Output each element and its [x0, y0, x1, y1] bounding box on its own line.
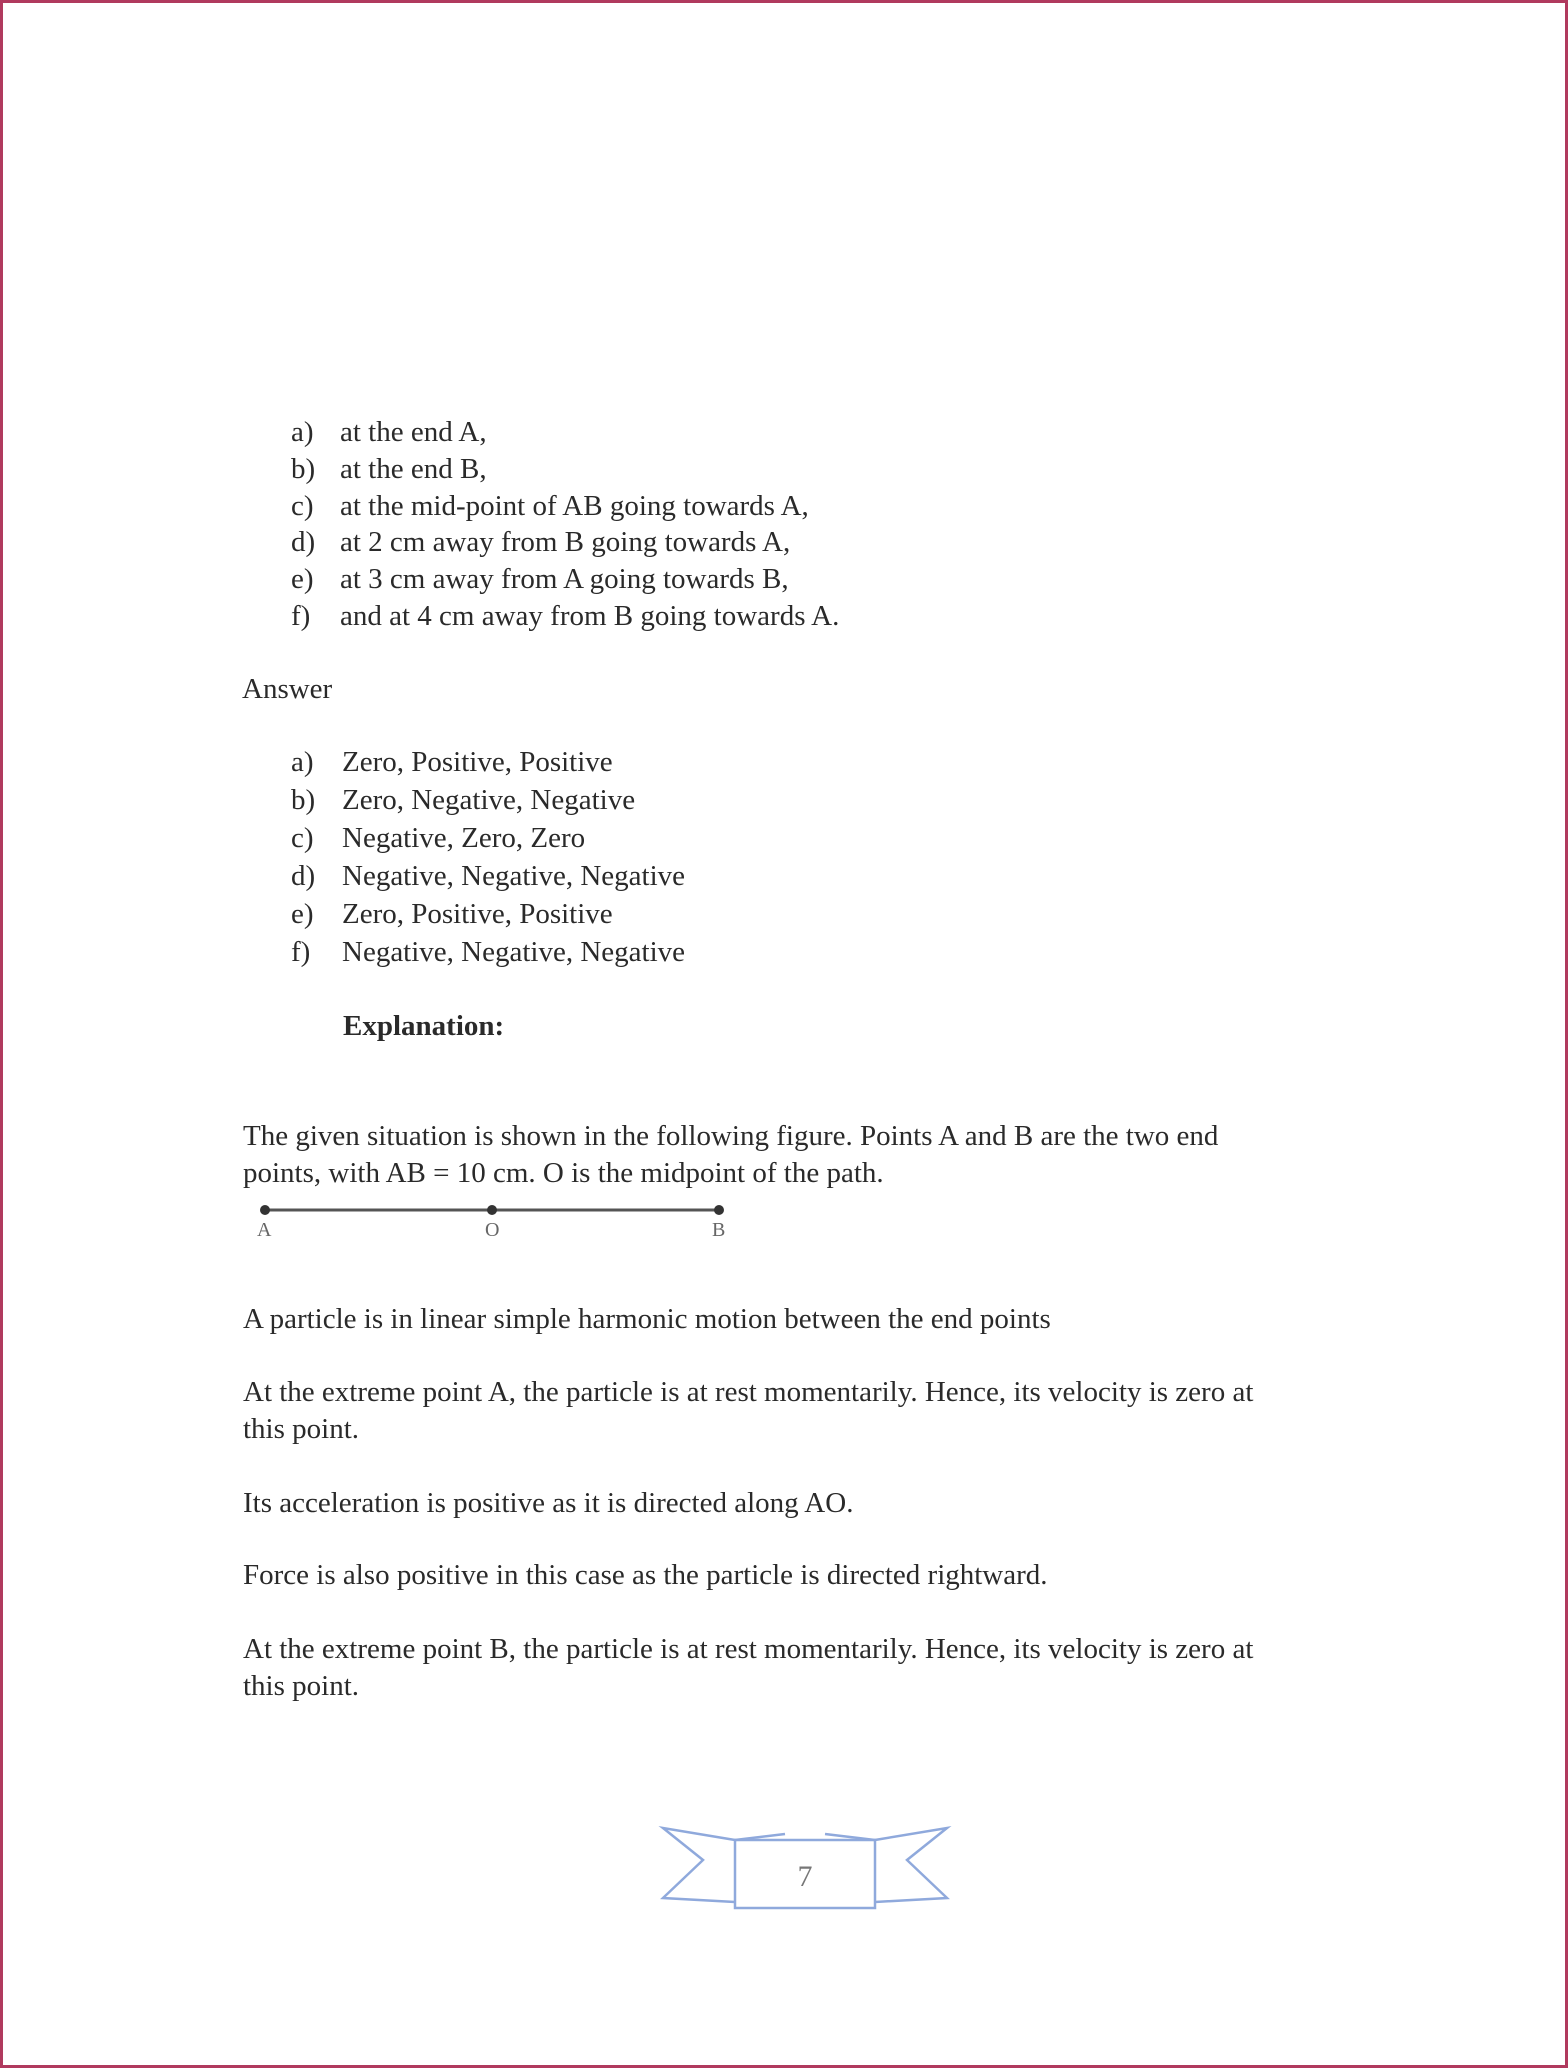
list-item: at the end A, [340, 416, 487, 448]
list-label: d) [291, 526, 316, 558]
point-b-label: B [712, 1219, 726, 1241]
list-item: Negative, Negative, Negative [342, 936, 686, 968]
point-a-label: A [257, 1219, 272, 1241]
list-label: f) [291, 600, 311, 632]
paragraph: Its acceleration is positive as it is directed along AO. [243, 1487, 854, 1519]
list-item: Zero, Positive, Positive [342, 746, 613, 778]
paragraph: Force is also positive in this case as the particle is directed rightward. [243, 1559, 1048, 1591]
list-label: a) [291, 416, 314, 448]
list-item: at 2 cm away from B going towards A, [340, 526, 791, 558]
list-item: at 3 cm away from A going towards B, [340, 563, 789, 595]
paragraph: this point. [243, 1670, 360, 1702]
list-item: at the mid-point of AB going towards A, [340, 490, 809, 522]
paragraph: A particle is in linear simple harmonic motion between the end points [243, 1303, 1051, 1335]
list-label: e) [291, 563, 314, 595]
point-o-label: O [485, 1219, 500, 1241]
intro-text: The given situation is shown in the following figure. Points A and B are the two end [243, 1120, 1219, 1152]
list-item: Negative, Negative, Negative [342, 860, 686, 892]
paragraph: At the extreme point A, the particle is at rest momentarily. Hence, its velocity is zero at [243, 1376, 1254, 1408]
list-item: Zero, Negative, Negative [342, 784, 636, 816]
list-item: and at 4 cm away from B going towards A. [340, 600, 840, 632]
list-item: Zero, Positive, Positive [342, 898, 613, 930]
page-number: 7 [797, 1860, 813, 1893]
paragraph: At the extreme point B, the particle is at rest momentarily. Hence, its velocity is zero at [243, 1633, 1254, 1665]
explanation-heading: Explanation: [343, 1010, 505, 1042]
list-item: at the end B, [340, 453, 487, 485]
answer-heading: Answer [242, 673, 333, 705]
list-label: e) [291, 898, 314, 930]
list-label: b) [291, 784, 316, 816]
list-label: a) [291, 746, 314, 778]
list-label: f) [291, 936, 311, 968]
list-item: Negative, Zero, Zero [342, 822, 586, 854]
list-label: c) [291, 822, 314, 854]
list-label: c) [291, 490, 314, 522]
list-label: d) [291, 860, 316, 892]
paragraph: this point. [243, 1413, 360, 1445]
list-label: b) [291, 453, 316, 485]
intro-text: points, with AB = 10 cm. O is the midpoint of the path. [243, 1157, 884, 1189]
